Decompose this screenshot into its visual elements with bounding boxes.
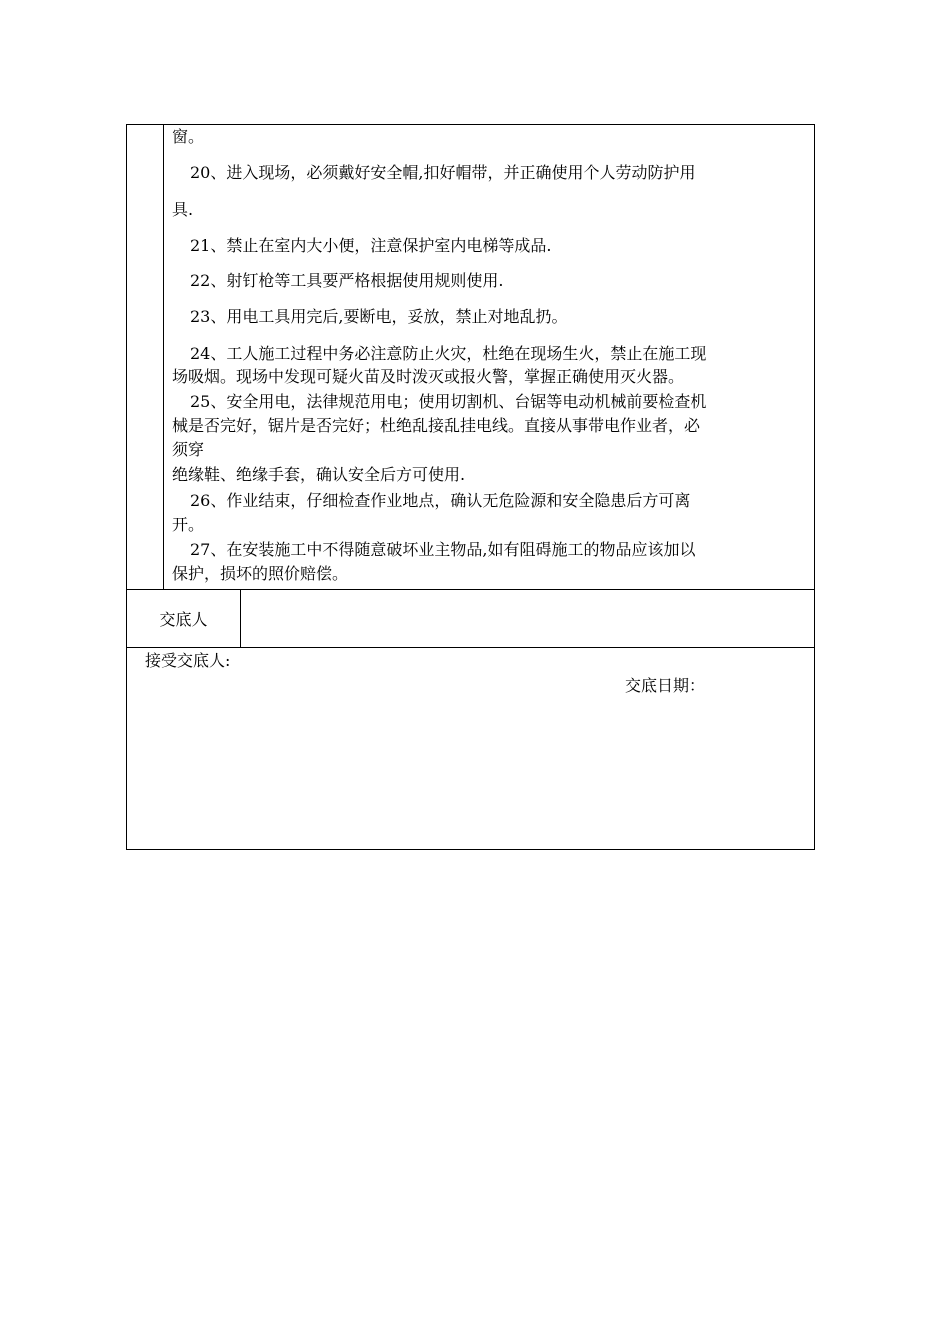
rule-line: 20、进入现场，必须戴好安全帽,扣好帽带，并正确使用个人劳动防护用 [190,163,696,182]
receiver-section[interactable] [127,648,814,849]
signer-label: 交底人 [127,589,241,647]
rule-line: 具. [172,200,194,219]
rule-line: 23、用电工具用完后,要断电，妥放，禁止对地乱扔。 [190,307,568,326]
rule-line: 开。 [172,515,205,534]
signer-field[interactable] [241,589,814,647]
rule-line: 绝缘鞋、绝缘手套，确认安全后方可使用. [172,465,466,484]
rule-line: 24、工人施工过程中务必注意防止火灾，杜绝在现场生火，禁止在施工现 [190,344,707,363]
rule-line: 场吸烟。现场中发现可疑火苗及时泼灭或报火警，掌握正确使用灭火器。 [172,367,685,386]
rule-line: 保护，损坏的照价赔偿。 [172,564,349,583]
disclosure-form-table [126,124,815,850]
rule-line: 21、禁止在室内大小便，注意保护室内电梯等成品. [190,236,552,255]
disclosure-date-label: 交底日期： [625,676,706,695]
rule-line: 26、作业结束，仔细检查作业地点，确认无危险源和安全隐患后方可离 [190,491,691,510]
receiver-label: 接受交底人: [145,651,231,670]
rule-line: 须穿 [172,440,205,459]
rule-line: 27、在安装施工中不得随意破坏业主物品,如有阻碍施工的物品应该加以 [190,540,696,559]
rule-line: 窗。 [172,127,205,146]
rule-line: 22、射钉枪等工具要严格根据使用规则使用. [190,271,504,290]
safety-rules-cell [127,125,814,590]
left-column-divider [163,125,164,589]
rule-line: 25、安全用电，法律规范用电；使用切割机、台锯等电动机械前要检查机 [190,392,707,411]
signer-row [127,589,814,648]
rule-line: 械是否完好，锯片是否完好；杜绝乱接乱挂电线。直接从事带电作业者，必 [172,416,701,435]
